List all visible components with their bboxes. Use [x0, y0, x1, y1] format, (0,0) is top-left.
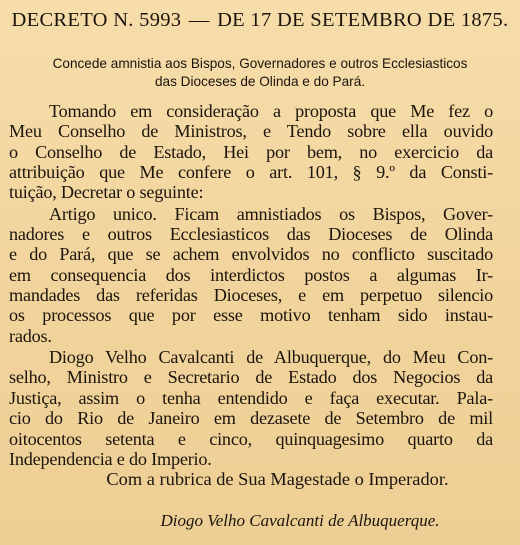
summary-line: Concede amnistia aos Bispos, Governadores e outros Ecclesiasticos [52, 56, 468, 71]
decree-body [9, 101, 493, 470]
text-line: Independencia e do Imperio. [9, 448, 212, 469]
text-line: Justiça, assim o tenha entendido e faça executar. Pala- [9, 387, 493, 408]
decree-title [0, 9, 520, 32]
text-line: Artigo unico. Ficam amnistiados os Bispos, Gover- [49, 203, 493, 224]
text-line: Diogo Velho Cavalcanti de Albuquerque, do Meu Con- [49, 347, 493, 368]
text-line: o Conselho de Estado, Hei por bem, no exercicio da [9, 141, 493, 162]
summary-line: das Dioceses de Olinda e do Pará. [154, 74, 366, 89]
article-paragraph [9, 204, 493, 346]
text-line: cio do Rio de Janeiro em dezasete de Setembro de mil [9, 408, 493, 429]
text-line: nadores e outros Ecclesiasticos das Dioceses de Olinda [9, 224, 493, 245]
text-line: tuição, Decretar o seguinte: [9, 182, 204, 203]
text-line: e do Pará, que se achem envolvidos no conflicto suscitado [9, 244, 493, 265]
text-line: Meu Conselho de Ministros, e Tendo sobre ella ouvido [9, 121, 493, 142]
text-line: rados. [9, 325, 52, 346]
text-line: os processos que por esse motivo tenham sido instau- [9, 305, 493, 326]
text-line: selho, Ministro e Secretario de Estado dos Negocios da [9, 367, 493, 388]
text-line: attribuição que Me confere o art. 101, § 9.º da Consti- [9, 162, 493, 183]
minister-signature: Diogo Velho Cavalcanti de Albuquerque. [160, 511, 440, 530]
text-line: Tomando em consideração a proposta que Me fez o [49, 101, 493, 121]
text-line: em consequencia dos interdictos postos a algumas Ir- [9, 264, 493, 285]
preamble-paragraph [9, 101, 493, 203]
title-dash: — [188, 9, 210, 31]
decree-date: DE 17 DE SETEMBRO DE 1875. [217, 9, 509, 31]
decree-summary [0, 55, 520, 91]
text-line: oitocentos setenta e cinco, quinquagesimo quarto da [9, 428, 493, 449]
royal-rubric-line: Com a rubrica de Sua Magestade o Imperador. [106, 469, 449, 489]
text-line: mandades das referidas Dioceses, e em perpetuo silencio [9, 285, 493, 306]
decree-number: DECRETO N. 5993 [11, 9, 182, 31]
execution-paragraph [9, 347, 493, 469]
